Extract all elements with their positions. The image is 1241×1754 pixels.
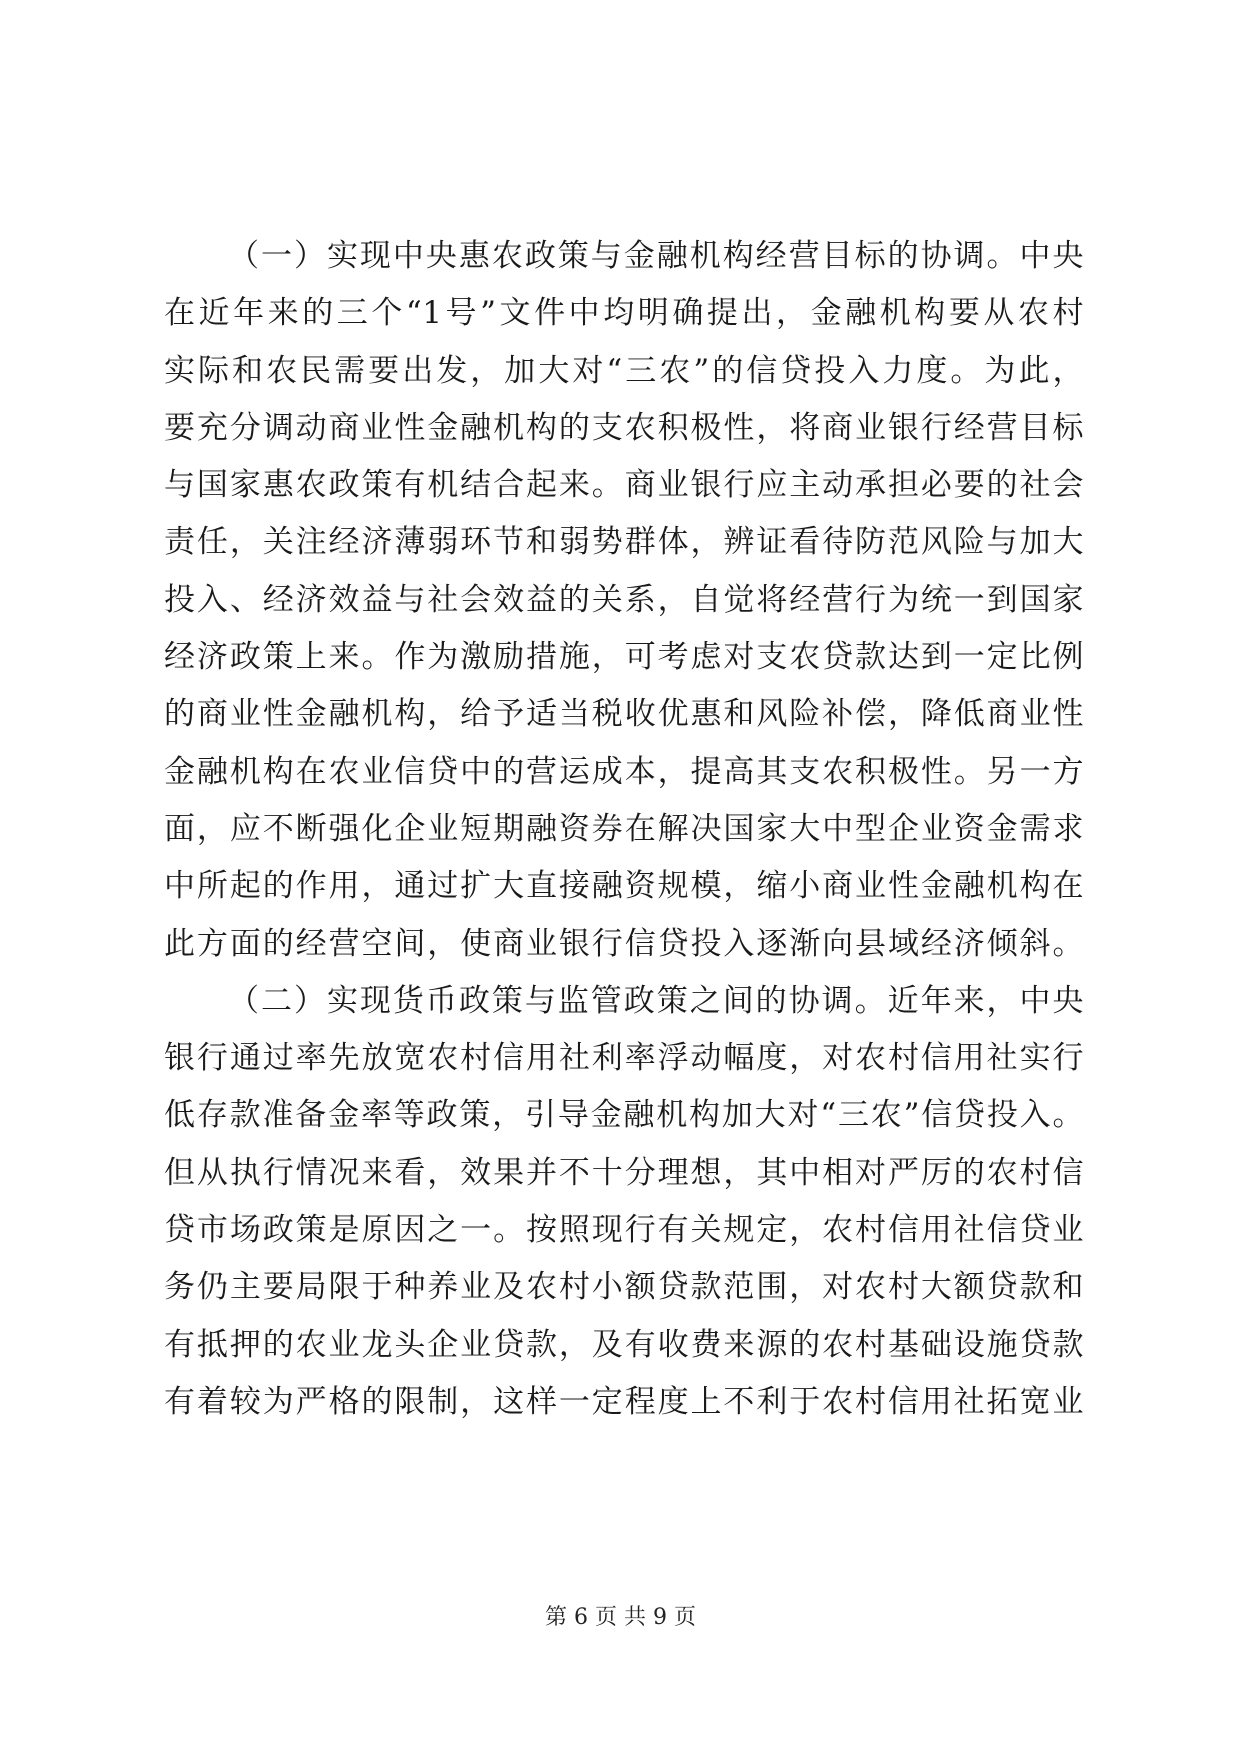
paragraph-1-line-10: 金融机构在农业信贷中的营运成本，提高其支农积极性。另一方 (164, 753, 1084, 790)
paragraph-2-line-2: 银行通过率先放宽农村信用社利率浮动幅度，对农村信用社实行 (164, 1040, 1084, 1077)
paragraph-1-line-11: 面，应不断强化企业短期融资券在解决国家大中型企业资金需求 (164, 810, 1084, 847)
paragraph-1-line-13: 此方面的经营空间，使商业银行信贷投入逐渐向县域经济倾斜。 (164, 925, 1084, 962)
paragraph-1-line-2: 在近年来的三个“1号”文件中均明确提出，金融机构要从农村 (164, 295, 1084, 332)
paragraph-2-line-4: 但从执行情况来看，效果并不十分理想，其中相对严厉的农村信 (164, 1154, 1084, 1191)
paragraph-1-line-1: （一）实现中央惠农政策与金融机构经营目标的协调。中央 (228, 238, 1084, 274)
paragraph-1-line-5: 与国家惠农政策有机结合起来。商业银行应主动承担必要的社会 (164, 467, 1084, 504)
paragraph-2-line-6: 务仍主要局限于种养业及农村小额贷款范围，对农村大额贷款和 (164, 1269, 1084, 1306)
paragraph-1-line-9: 的商业性金融机构，给予适当税收优惠和风险补偿，降低商业性 (164, 696, 1084, 733)
paragraph-2-line-3: 低存款准备金率等政策，引导金融机构加大对“三农”信贷投入。 (164, 1097, 1084, 1134)
paragraph-1-line-8: 经济政策上来。作为激励措施，可考虑对支农贷款达到一定比例 (164, 639, 1084, 676)
body-text (164, 228, 1084, 1431)
paragraph-1-line-7: 投入、经济效益与社会效益的关系，自觉将经营行为统一到国家 (164, 581, 1084, 618)
paragraph-1-line-12: 中所起的作用，通过扩大直接融资规模，缩小商业性金融机构在 (164, 868, 1084, 905)
paragraph-1-line-3: 实际和农民需要出发，加大对“三农”的信贷投入力度。为此， (164, 352, 1084, 389)
paragraph-2-line-5: 贷市场政策是原因之一。按照现行有关规定，农村信用社信贷业 (164, 1212, 1084, 1249)
paragraph-2-line-1: （二）实现货币政策与监管政策之间的协调。近年来，中央 (228, 982, 1084, 1019)
paragraph-2-line-7: 有抵押的农业龙头企业贷款，及有收费来源的农村基础设施贷款 (164, 1326, 1084, 1363)
page-number-footer: 第 6 页 共 9 页 (545, 1605, 696, 1630)
paragraph-2-line-8: 有着较为严格的限制，这样一定程度上不利于农村信用社拓宽业 (164, 1383, 1084, 1420)
paragraph-1-line-4: 要充分调动商业性金融机构的支农积极性，将商业银行经营目标 (164, 409, 1084, 446)
paragraph-1-line-6: 责任，关注经济薄弱环节和弱势群体，辨证看待防范风险与加大 (164, 524, 1084, 561)
